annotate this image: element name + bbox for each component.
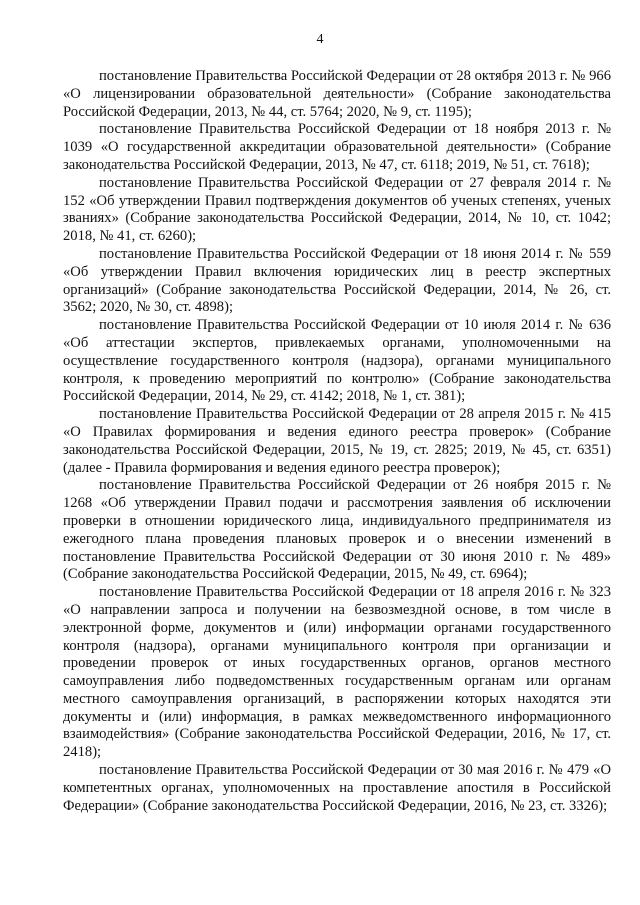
- document-body: [63, 68, 611, 815]
- paragraph-resolution-636: постановление Правительства Российской Федерации от 10 июля 2014 г. № 636 «Об аттестации экспертов, привлекаемых органами, уполномоченными на осуществление государственного контроля (надзора), органами муниципального контроля, к проведению мероприятий по контролю» (Собрание законодательства Российской Федерации, 2014, № 29, ст. 4142; 2018, № 1, ст. 381);: [63, 317, 611, 405]
- page-number: 4: [316, 32, 324, 47]
- paragraph-resolution-323: постановление Правительства Российской Федерации от 18 апреля 2016 г. № 323 «О направлении запроса и получении на безвозмездной основе, в том числе в электронной форме, документов и (или) информации органами государственного контроля (надзора), органами муниципального контроля при организации и проведении проверок от иных государственных органов, органов местного самоуправления либо подведомственных государственным органам или органам местного самоуправления организаций, в распоряжении которых находятся эти документы и (или) информация, в рамках межведомственного информационного взаимодействия» (Собрание законодательства Российской Федерации, 2016, № 17, ст. 2418);: [63, 584, 611, 761]
- paragraph-resolution-1039: постановление Правительства Российской Федерации от 18 ноября 2013 г. № 1039 «О государственной аккредитации образовательной деятельности» (Собрание законодательства Российской Федерации, 2013, № 47, ст. 6118; 2019, № 51, ст. 7618);: [63, 121, 611, 173]
- paragraph-resolution-479: постановление Правительства Российской Федерации от 30 мая 2016 г. № 479 «О компетентных органах, уполномоченных на проставление апостиля в Российской Федерации» (Собрание законодательства Российской Федерации, 2016, № 23, ст. 3326);: [63, 762, 611, 814]
- paragraph-resolution-966: постановление Правительства Российской Федерации от 28 октября 2013 г. № 966 «О лицензировании образовательной деятельности» (Собрание законодательства Российской Федерации, 2013, № 44, ст. 5764; 2020, № 9, ст. 1195);: [63, 68, 611, 120]
- paragraph-resolution-152: постановление Правительства Российской Федерации от 27 февраля 2014 г. № 152 «Об утверждении Правил подтверждения документов об ученых степенях, ученых званиях» (Собрание законодательства Российской Федерации, 2014, № 10, ст. 1042; 2018, № 41, ст. 6260);: [63, 174, 611, 245]
- paragraph-resolution-559: постановление Правительства Российской Федерации от 18 июня 2014 г. № 559 «Об утверждении Правил включения юридических лиц в реестр экспертных организаций» (Собрание законодательства Российской Федерации, 2014, № 26, ст. 3562; 2020, № 30, ст. 4898);: [63, 245, 611, 316]
- paragraph-resolution-415: постановление Правительства Российской Федерации от 28 апреля 2015 г. № 415 «О Правилах формирования и ведения единого реестра проверок» (Собрание законодательства Российской Федерации, 2015, № 19, ст. 2825; 2019, № 45, ст. 6351) (далее - Правила формирования и ведения единого реестра проверок);: [63, 406, 611, 476]
- paragraph-resolution-1268: постановление Правительства Российской Федерации от 26 ноября 2015 г. № 1268 «Об утверждении Правил подачи и рассмотрения заявления об исключении проверки в отношении юридического лица, индивидуального предпринимателя из ежегодного плана проведения плановых проверок и о внесении изменений в постановление Правительства Российской Федерации от 30 июня 2010 г. № 489» (Собрание законодательства Российской Федерации, 2015, № 49, ст. 6964);: [63, 477, 611, 583]
